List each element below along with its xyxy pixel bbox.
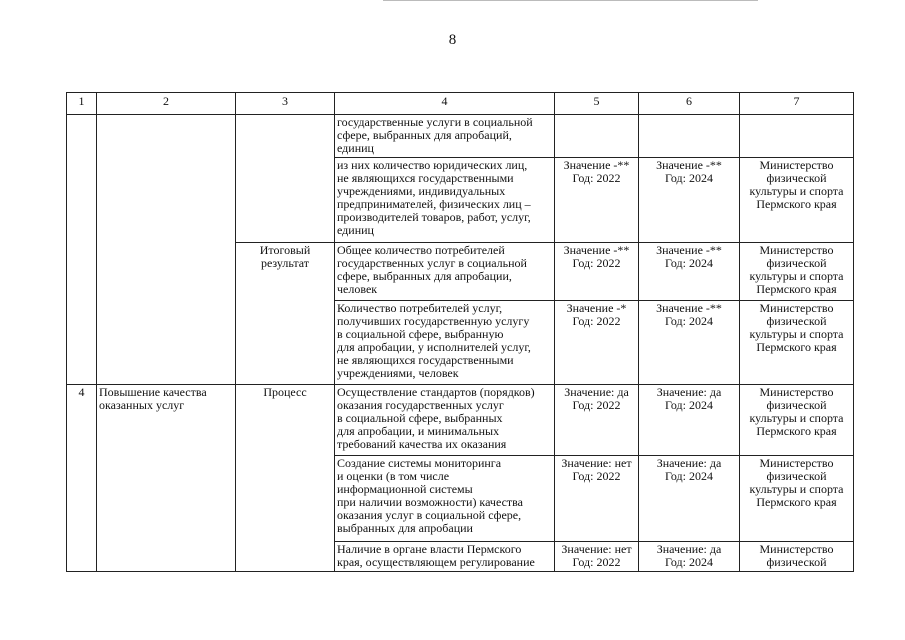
top-rule [383, 0, 758, 1]
header-row [67, 93, 854, 115]
indicator-cell: Общее количество потребителей государственных услуг в социальной сфере, выбранных для апробации, человек [335, 243, 555, 301]
page-number: 8 [448, 32, 457, 48]
type-cell: Итоговый результат [236, 243, 335, 385]
indicator-cell: Количество потребителей услуг, получивших государственную услугу в социальной сфере, выбранную для апробации, у исполнителей услуг, не являющихся государственными учреждениями, человек [335, 301, 555, 385]
header-cell: 3 [236, 93, 335, 115]
task-cell: Повышение качества оказанных услуг [97, 385, 236, 572]
responsible-cell: Министерство физической [740, 542, 854, 572]
indicator-cell: государственные услуги в социальной сфере, выбранных для апробаций, единиц [335, 115, 555, 158]
responsible-cell: Министерство физической культуры и спорта Пермского края [740, 385, 854, 456]
responsible-cell: Министерство физической культуры и спорта Пермского края [740, 158, 854, 243]
indicator-cell: Наличие в органе власти Пермского края, осуществляющем регулирование [335, 542, 555, 572]
task-cell [97, 115, 236, 385]
header-cell: 7 [740, 93, 854, 115]
num-cell [67, 115, 97, 385]
responsible-cell: Министерство физической культуры и спорта Пермского края [740, 456, 854, 542]
value-end-cell [639, 115, 740, 158]
indicator-cell: из них количество юридических лиц, не являющихся государственными учреждениями, индивидуальных предпринимателей, физических лиц – производителей товаров, работ, услуг, единиц [335, 158, 555, 243]
value-start-cell: Значение -** Год: 2022 [555, 158, 639, 243]
value-start-cell: Значение: нет Год: 2022 [555, 542, 639, 572]
table-row [67, 115, 854, 158]
value-end-cell: Значение -** Год: 2024 [639, 158, 740, 243]
responsible-cell: Министерство физической культуры и спорта Пермского края [740, 301, 854, 385]
value-start-cell: Значение: нет Год: 2022 [555, 456, 639, 542]
value-end-cell: Значение -** Год: 2024 [639, 301, 740, 385]
table-row [67, 385, 854, 456]
value-start-cell: Значение: да Год: 2022 [555, 385, 639, 456]
responsible-cell: Министерство физической культуры и спорта Пермского края [740, 243, 854, 301]
type-cell [236, 115, 335, 243]
value-start-cell: Значение -* Год: 2022 [555, 301, 639, 385]
header-cell: 6 [639, 93, 740, 115]
header-cell: 2 [97, 93, 236, 115]
value-end-cell: Значение: да Год: 2024 [639, 542, 740, 572]
value-end-cell: Значение: да Год: 2024 [639, 385, 740, 456]
value-end-cell: Значение -** Год: 2024 [639, 243, 740, 301]
value-start-cell [555, 115, 639, 158]
header-cell: 1 [67, 93, 97, 115]
responsible-cell [740, 115, 854, 158]
type-cell: Процесс [236, 385, 335, 572]
num-cell: 4 [67, 385, 97, 572]
value-start-cell: Значение -** Год: 2022 [555, 243, 639, 301]
header-cell: 5 [555, 93, 639, 115]
document-table [66, 92, 854, 572]
indicator-cell: Осуществление стандартов (порядков) оказания государственных услуг в социальной сфере, выбранных для апробации, и минимальных требований качества их оказания [335, 385, 555, 456]
header-cell: 4 [335, 93, 555, 115]
indicator-cell: Создание системы мониторинга и оценки (в том числе информационной системы при наличии возможности) качества оказания услуг в социальной сфере, выбранных для апробации [335, 456, 555, 542]
value-end-cell: Значение: да Год: 2024 [639, 456, 740, 542]
